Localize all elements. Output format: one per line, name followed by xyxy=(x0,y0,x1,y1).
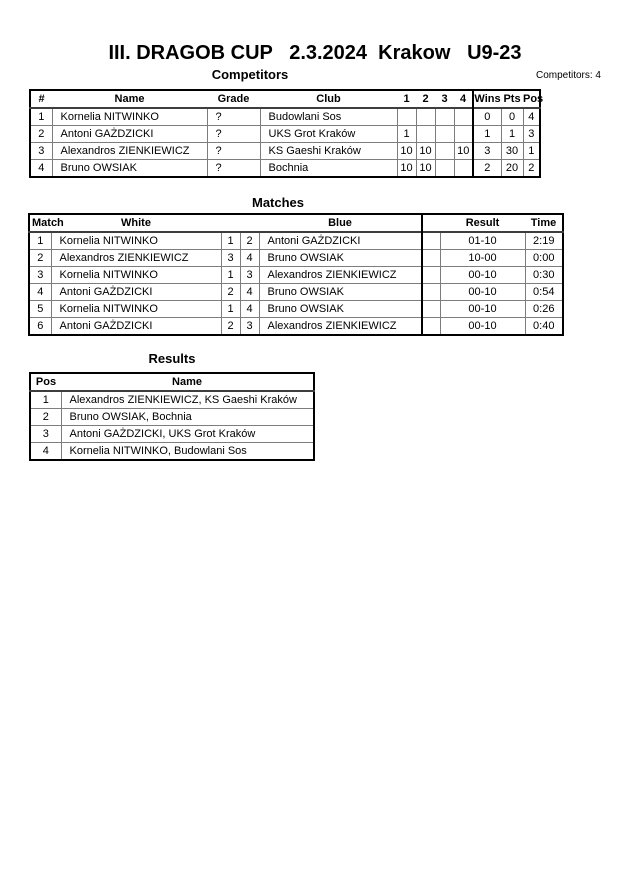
competitor-club: KS Gaeshi Kraków xyxy=(260,143,397,160)
match-result: 00-10 xyxy=(440,267,525,284)
competitors-header-row xyxy=(30,90,540,108)
round1-score: 10 xyxy=(397,160,416,178)
result-position: 3 xyxy=(30,426,61,443)
competitor-number: 4 xyxy=(30,160,52,178)
round3-score xyxy=(435,143,454,160)
blue-player-number: 4 xyxy=(240,301,259,318)
wins-value: 1 xyxy=(473,126,501,143)
white-player-number: 3 xyxy=(221,250,240,267)
matches-section-heading: Matches xyxy=(251,195,305,210)
col-header-name: Name xyxy=(114,93,145,105)
col-header-white: White xyxy=(121,217,151,229)
results-header-row xyxy=(30,373,314,391)
white-player: Antoni GAŻDZICKI xyxy=(51,284,221,301)
match-row xyxy=(29,267,563,284)
blue-player-number: 3 xyxy=(240,267,259,284)
blue-player-number: 3 xyxy=(240,318,259,336)
round4-score xyxy=(454,108,473,126)
col-header-spacer xyxy=(422,214,440,232)
match-result: 10-00 xyxy=(440,250,525,267)
spacer-cell xyxy=(422,318,440,336)
col-header-pts: Pts xyxy=(503,93,521,105)
col-header-round1: 1 xyxy=(403,93,410,105)
blue-player: Alexandros ZIENKIEWICZ xyxy=(259,318,422,336)
white-player-number: 1 xyxy=(221,232,240,250)
blue-player: Alexandros ZIENKIEWICZ xyxy=(259,267,422,284)
pts-value: 30 xyxy=(501,143,523,160)
result-row xyxy=(30,391,314,409)
match-time: 0:40 xyxy=(525,318,563,336)
competitor-grade: ? xyxy=(207,126,260,143)
pos-value: 2 xyxy=(523,160,540,178)
blue-player-number: 4 xyxy=(240,250,259,267)
result-row xyxy=(30,409,314,426)
col-header-result: Result xyxy=(465,217,500,229)
match-time: 2:19 xyxy=(525,232,563,250)
col-header-pos: Pos xyxy=(523,93,544,105)
col-header-name: Name xyxy=(172,376,202,388)
match-number: 4 xyxy=(29,284,51,301)
result-position: 2 xyxy=(30,409,61,426)
match-number: 5 xyxy=(29,301,51,318)
round4-score: 10 xyxy=(454,143,473,160)
spacer-cell xyxy=(422,301,440,318)
matches-table xyxy=(28,213,564,336)
round2-score xyxy=(416,108,435,126)
match-number: 6 xyxy=(29,318,51,336)
match-number: 1 xyxy=(29,232,51,250)
col-header-round2: 2 xyxy=(422,93,429,105)
round3-score xyxy=(435,126,454,143)
col-header-round3: 3 xyxy=(441,93,448,105)
competitors-count: Competitors: 4 xyxy=(535,70,601,81)
round1-score: 10 xyxy=(397,143,416,160)
competitor-name: Antoni GAŻDZICKI xyxy=(52,126,207,143)
blue-player: Bruno OWSIAK xyxy=(259,250,422,267)
white-player: Alexandros ZIENKIEWICZ xyxy=(51,250,221,267)
col-header-time: Time xyxy=(530,217,557,229)
match-row xyxy=(29,284,563,301)
col-header-pos: Pos xyxy=(35,376,57,388)
result-name: Kornelia NITWINKO, Budowlani Sos xyxy=(61,443,314,461)
match-result: 01-10 xyxy=(440,232,525,250)
blue-player: Antoni GAŻDZICKI xyxy=(259,232,422,250)
blue-player: Bruno OWSIAK xyxy=(259,284,422,301)
match-number: 2 xyxy=(29,250,51,267)
result-name: Alexandros ZIENKIEWICZ, KS Gaeshi Kraków xyxy=(61,391,314,409)
competitor-row xyxy=(30,108,540,126)
competitor-number: 3 xyxy=(30,143,52,160)
match-row xyxy=(29,250,563,267)
competitor-club: Budowlani Sos xyxy=(260,108,397,126)
result-position: 4 xyxy=(30,443,61,461)
wins-value: 2 xyxy=(473,160,501,178)
wins-value: 3 xyxy=(473,143,501,160)
spacer-cell xyxy=(422,250,440,267)
col-header-blue: Blue xyxy=(328,217,352,229)
match-row xyxy=(29,301,563,318)
competitor-club: UKS Grot Kraków xyxy=(260,126,397,143)
col-header-blue-num xyxy=(240,214,259,232)
white-player-number: 1 xyxy=(221,267,240,284)
matches-header-row xyxy=(29,214,563,232)
competitor-name: Alexandros ZIENKIEWICZ xyxy=(52,143,207,160)
competitor-row xyxy=(30,160,540,178)
pts-value: 0 xyxy=(501,108,523,126)
blue-player-number: 4 xyxy=(240,284,259,301)
round3-score xyxy=(435,160,454,178)
white-player-number: 2 xyxy=(221,284,240,301)
match-number: 3 xyxy=(29,267,51,284)
spacer-cell xyxy=(422,232,440,250)
match-time: 0:26 xyxy=(525,301,563,318)
round2-score xyxy=(416,126,435,143)
round2-score: 10 xyxy=(416,160,435,178)
competitor-grade: ? xyxy=(207,108,260,126)
round2-score: 10 xyxy=(416,143,435,160)
match-time: 0:54 xyxy=(525,284,563,301)
col-header-wins: Wins xyxy=(473,90,501,108)
white-player: Kornelia NITWINKO xyxy=(51,301,221,318)
result-row xyxy=(30,426,314,443)
competitor-number: 2 xyxy=(30,126,52,143)
round4-score xyxy=(454,126,473,143)
col-header-round4: 4 xyxy=(459,93,467,105)
result-row xyxy=(30,443,314,461)
competitor-grade: ? xyxy=(207,160,260,178)
blue-player-number: 2 xyxy=(240,232,259,250)
wins-value: 0 xyxy=(473,108,501,126)
competitor-row xyxy=(30,126,540,143)
competitor-grade: ? xyxy=(207,143,260,160)
match-result: 00-10 xyxy=(440,301,525,318)
col-header-club: Club xyxy=(316,93,341,105)
white-player-number: 2 xyxy=(221,318,240,336)
round4-score xyxy=(454,160,473,178)
white-player-number: 1 xyxy=(221,301,240,318)
competitor-name: Kornelia NITWINKO xyxy=(52,108,207,126)
competitors-section-heading: Competitors xyxy=(211,67,289,82)
match-time: 0:30 xyxy=(525,267,563,284)
match-row xyxy=(29,232,563,250)
competitors-table xyxy=(29,89,544,178)
match-result: 00-10 xyxy=(440,284,525,301)
match-row xyxy=(29,318,563,336)
round1-score: 1 xyxy=(397,126,416,143)
col-header-match: Match xyxy=(32,217,64,229)
col-header-grade: Grade xyxy=(217,93,250,105)
white-player: Antoni GAŻDZICKI xyxy=(51,318,221,336)
match-result: 00-10 xyxy=(440,318,525,336)
pos-value: 3 xyxy=(523,126,540,143)
results-section-heading: Results xyxy=(148,351,196,366)
pos-value: 4 xyxy=(523,108,540,126)
competitor-name: Bruno OWSIAK xyxy=(52,160,207,178)
match-time: 0:00 xyxy=(525,250,563,267)
col-header-white-num xyxy=(221,214,240,232)
pts-value: 1 xyxy=(501,126,523,143)
competitor-number: 1 xyxy=(30,108,52,126)
round1-score xyxy=(397,108,416,126)
blue-player: Bruno OWSIAK xyxy=(259,301,422,318)
pos-value: 1 xyxy=(523,143,540,160)
page-title: III. DRAGOB CUP 2.3.2024 Krakow U9-23 xyxy=(108,42,522,64)
spacer-cell xyxy=(422,284,440,301)
result-name: Antoni GAŻDZICKI, UKS Grot Kraków xyxy=(61,426,314,443)
col-header-number: # xyxy=(38,93,45,105)
competitor-club: Bochnia xyxy=(260,160,397,178)
result-position: 1 xyxy=(30,391,61,409)
results-table xyxy=(29,372,315,461)
result-name: Bruno OWSIAK, Bochnia xyxy=(61,409,314,426)
white-player: Kornelia NITWINKO xyxy=(51,232,221,250)
white-player: Kornelia NITWINKO xyxy=(51,267,221,284)
round3-score xyxy=(435,108,454,126)
spacer-cell xyxy=(422,267,440,284)
pts-value: 20 xyxy=(501,160,523,178)
competitor-row xyxy=(30,143,540,160)
